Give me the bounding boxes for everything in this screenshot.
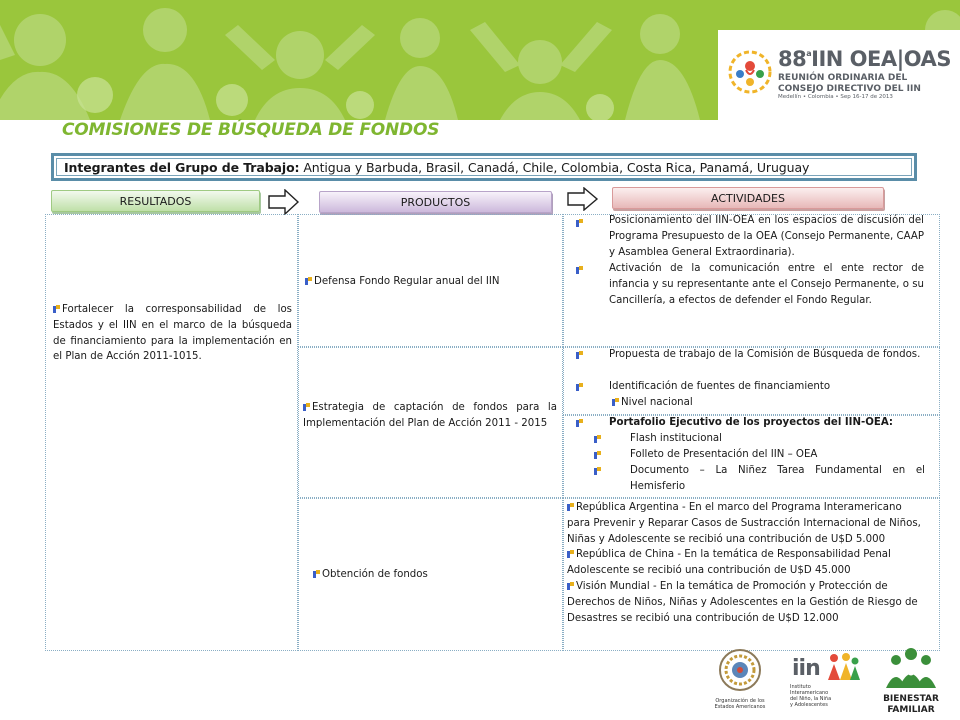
bullet-icon <box>612 398 620 406</box>
arrow-right-icon <box>268 189 300 215</box>
bullet-icon <box>576 419 584 427</box>
bullet-icon <box>594 435 602 443</box>
iin-name <box>790 684 844 708</box>
bf-name-line: BIENESTAR <box>883 694 939 704</box>
bullet-icon <box>576 219 584 227</box>
bullet-icon <box>594 467 602 475</box>
actividad-4-item-text: República Argentina - En el marco del Programa Interamericano para Prevenir y Reparar Casos de Sustracción Internacional de Niños, Niñas y Adolescente se recibió una contribución de U$D 5.000 <box>567 502 921 545</box>
actividad-4-item-text: Visión Mundial - En la temática de Promoción y Protección de Derechos de Niños, Niñas y Adolescentes en la Gestión de Riesgo de Desastres se recibió una contribución de U$D 12.000 <box>567 580 918 624</box>
producto-3-text: Obtención de fondos <box>322 569 428 580</box>
actividad-3-item: Flash institucional <box>630 433 723 444</box>
oea-name-line: Organización de los <box>715 698 765 704</box>
producto-1-text: Defensa Fondo Regular anual del IIN <box>314 276 500 287</box>
bullet-icon <box>305 277 313 285</box>
bullet-icon <box>576 383 584 391</box>
event-subtitle <box>778 73 958 94</box>
iin-event-logo-icon <box>726 42 774 102</box>
actividad-4-item <box>567 500 927 547</box>
actividad-1-item: Activación de la comunicación entre el ente rector de infancia y su representante ante el Consejo Permanente, o su Cancillería, a efectos de defender el Fondo Regular. <box>609 263 924 306</box>
bullet-icon <box>303 403 311 411</box>
bullet-icon <box>576 351 584 359</box>
bullet-icon <box>567 582 575 590</box>
event-title: 88$^a$IIN OEA|OAS <box>778 47 951 71</box>
bienestar-familiar-name <box>876 694 946 716</box>
producto-3 <box>313 567 553 583</box>
bullet-icon <box>594 451 602 459</box>
actividad-3-item: Folleto de Presentación del IIN – OEA <box>630 449 818 460</box>
resultado-text <box>53 302 292 365</box>
actividad-4-item-text: República de China - En la temática de Responsabilidad Penal Adolescente se recibió una contribución de U$D 45.000 <box>567 549 891 577</box>
oea-name-line: Estados Americanos <box>714 704 766 710</box>
iin-children-icon <box>826 652 860 682</box>
oea-name <box>700 698 780 710</box>
bullet-icon <box>53 305 61 313</box>
header-productos: PRODUCTOS <box>319 191 552 213</box>
bullet-icon <box>313 570 321 578</box>
members-box <box>51 153 917 181</box>
actividad-3-heading: Portafolio Ejecutivo de los proyectos del IIN-OEA: <box>609 417 893 428</box>
event-logo-card <box>718 30 960 120</box>
iin-name-line: Interamericano <box>790 690 829 696</box>
header-resultados: RESULTADOS <box>51 190 260 212</box>
members-countries: Antigua y Barbuda, Brasil, Canadá, Chile, Colombia, Costa Rica, Panamá, Uruguay <box>303 160 810 175</box>
event-place: Medellín • Colombia • Sep 16-17 de 2013 <box>778 94 893 100</box>
bullet-icon <box>567 550 575 558</box>
iin-name-line: del Niño, la Niña <box>790 696 832 702</box>
event-number: 88 <box>778 47 807 71</box>
arrow-right-icon <box>567 187 599 211</box>
iin-logo <box>790 650 860 716</box>
actividad-2-subitem <box>612 395 912 411</box>
bf-name-line: FAMILIAR <box>887 705 935 715</box>
producto-2-text: Estrategia de captación de fondos para la Implementación del Plan de Acción 2011 - 2015 <box>303 402 557 429</box>
bullet-icon <box>576 266 584 274</box>
actividad-4-item <box>567 547 927 579</box>
iin-wordmark: iin <box>792 656 820 681</box>
resultados-cell <box>45 214 298 651</box>
oea-seal-icon <box>700 648 780 694</box>
members-label: Integrantes del Grupo de Trabajo: <box>64 160 300 175</box>
event-subtitle-line: CONSEJO DIRECTIVO DEL IIN <box>778 83 921 94</box>
actividad-1-item: Posicionamiento del IIN-OEA en los espacios de discusión del Programa Presupuesto de la OEA (Consejo Permanente, CAAP y Asamblea General Extraordinaria). <box>609 215 924 258</box>
iin-name-line: y Adolescentes <box>790 702 828 708</box>
bienestar-familiar-logo <box>876 646 946 716</box>
event-org: IIN OEA|OAS <box>811 47 951 71</box>
actividad-4-list <box>567 500 927 626</box>
iin-name-line: Instituto <box>790 684 811 690</box>
event-subtitle-line: REUNIÓN ORDINARIA DEL <box>778 73 908 83</box>
members-text <box>64 160 809 175</box>
actividad-2-item: Propuesta de trabajo de la Comisión de Búsqueda de fondos. <box>609 349 921 360</box>
actividad-2-subitem-text: Nivel nacional <box>621 397 693 408</box>
bienestar-familiar-family-icon <box>876 646 946 690</box>
bullet-icon <box>567 503 575 511</box>
header-banner <box>0 0 960 120</box>
producto-2 <box>303 400 557 432</box>
page-title: COMISIONES DE BÚSQUEDA DE FONDOS <box>62 120 440 140</box>
actividad-2-item: Identificación de fuentes de financiamiento <box>609 381 831 392</box>
oea-logo <box>700 648 780 716</box>
resultado-value: Fortalecer la corresponsabilidad de los Estados y el IIN en el marco de la búsqueda de financiamiento para la implementación en el Plan de Acción 2011-1015. <box>53 304 292 363</box>
header-actividades: ACTIVIDADES <box>612 187 884 209</box>
actividad-3-item: Documento – La Niñez Tarea Fundamental en el Hemisferio <box>630 465 925 492</box>
producto-1 <box>305 274 557 290</box>
actividad-4-item <box>567 579 927 626</box>
